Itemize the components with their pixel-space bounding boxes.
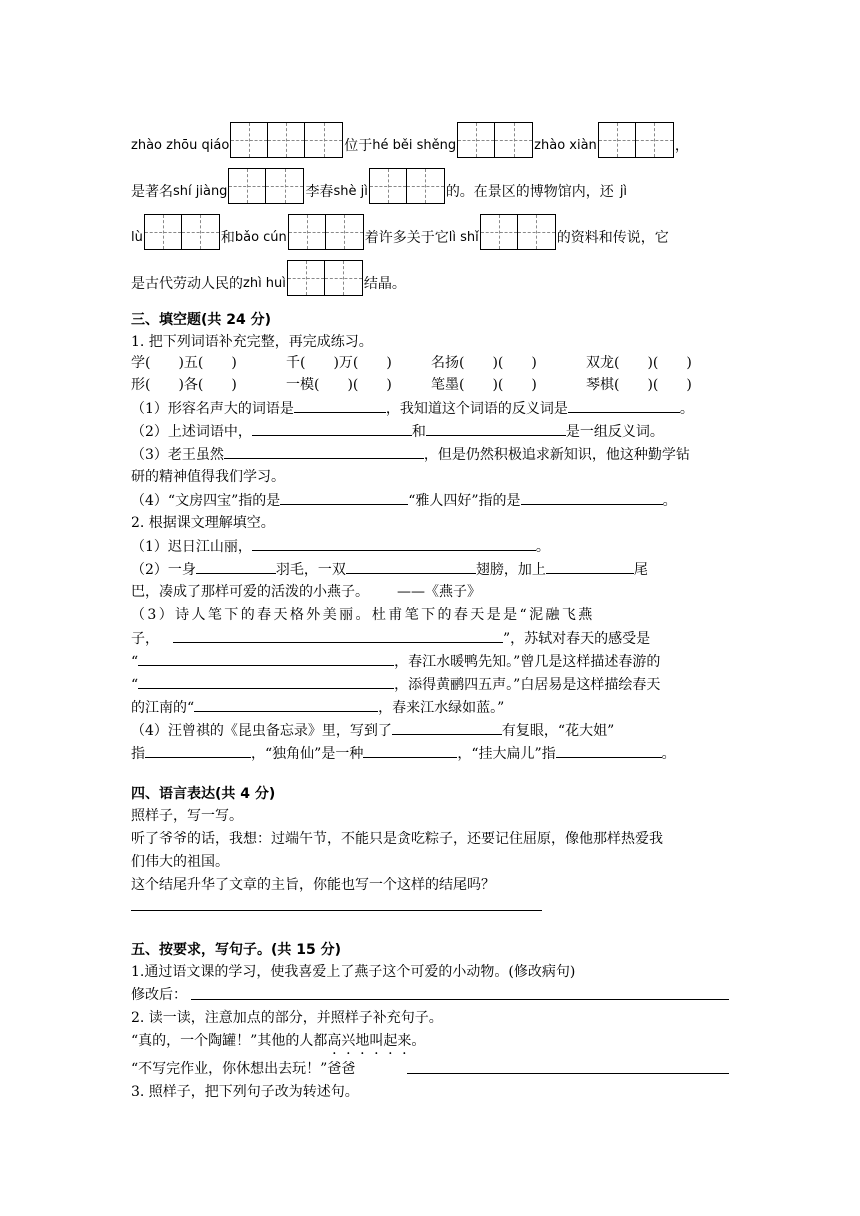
s3-q2-2-cont	[131, 580, 481, 604]
question-text: “	[131, 677, 139, 693]
passage-text: 着许多关于它	[364, 230, 449, 246]
pinyin-line-3	[131, 214, 669, 252]
example-text: “真的，一个陶罐！”其他的人都	[131, 1033, 328, 1049]
question-text: ，“独角仙”是一种	[251, 746, 364, 762]
answer-blank[interactable]	[173, 626, 503, 643]
answer-blank[interactable]	[568, 396, 680, 413]
s3-q1: 1. 把下列词语补充完整，再完成练习。	[131, 334, 373, 350]
char-grid-2[interactable]	[288, 214, 364, 250]
word-item: 双龙( )( )	[586, 355, 692, 371]
section-4-heading: 四、语言表达(共 4 分)	[131, 786, 276, 802]
question-text: ，“挂大扁儿”指	[457, 746, 556, 762]
question-text: 。	[662, 493, 677, 509]
dotted-char: 叫	[369, 1033, 384, 1049]
s4-l1: 照样子，写一写。	[131, 808, 243, 824]
char-grid-2[interactable]	[480, 214, 556, 250]
answer-blank[interactable]	[194, 695, 378, 712]
answer-blank[interactable]	[252, 534, 536, 551]
s3-q2-3-cont-1	[131, 626, 650, 650]
answer-blank[interactable]	[196, 557, 276, 574]
answer-blank[interactable]	[280, 488, 408, 505]
pinyin-line-2	[131, 168, 627, 206]
answer-blank[interactable]	[546, 557, 634, 574]
s3-q2-4-cont	[131, 741, 676, 765]
section-5-heading: 五、按要求，写句子。(共 15 分)	[131, 942, 342, 958]
dotted-char: 来	[397, 1033, 412, 1049]
word-item: 千( )万( )	[286, 355, 392, 371]
s5-q1: 1.通过语文课的学习，使我喜爱上了燕子这个可爱的小动物。(修改病句)	[131, 964, 576, 980]
dotted-char: 起	[383, 1033, 398, 1049]
pinyin-text: jì	[619, 184, 628, 199]
answer-blank[interactable]	[521, 488, 663, 505]
s5-q2-task	[131, 1057, 355, 1081]
answer-blank[interactable]	[252, 419, 412, 436]
s3-q1-3-cont: 研的精神值得我们学习。	[131, 469, 285, 485]
question-text: 巴，凑成了那样可爱的活泼的小燕子。	[131, 584, 369, 600]
pinyin-text: zhì huì	[243, 276, 286, 291]
char-grid-2[interactable]	[228, 168, 304, 204]
question-text: （1）迟日江山丽，	[131, 539, 252, 555]
question-text: 是一组反义词。	[565, 424, 664, 440]
question-text: 。	[679, 401, 694, 417]
passage-text: 位于	[344, 138, 373, 154]
question-text: ，添得黄鹂四五声。”白居易是这样描绘春天	[394, 677, 661, 693]
s4-l3: 们伟大的祖国。	[131, 854, 229, 870]
word-item: 一模( )( )	[286, 377, 392, 393]
question-text: 。	[535, 539, 550, 555]
char-grid-2[interactable]	[287, 260, 363, 296]
passage-text: 的。在景区的博物馆内，还	[445, 184, 614, 200]
passage-text: 和	[220, 230, 235, 246]
answer-blank[interactable]	[145, 741, 251, 758]
question-text: “	[131, 654, 139, 670]
word-item: 琴棋( )( )	[586, 377, 692, 393]
char-grid-2[interactable]	[144, 214, 220, 250]
char-grid-2[interactable]	[457, 122, 533, 158]
answer-blank[interactable]	[363, 741, 457, 758]
s3-q1-4	[131, 488, 677, 512]
passage-text: 是著名	[131, 184, 173, 200]
word-item: 笔墨( )( )	[431, 377, 537, 393]
question-text: 尾	[633, 562, 648, 578]
char-grid-2[interactable]	[598, 122, 674, 158]
question-text: 和	[411, 424, 426, 440]
question-text: ，春来江水绿如蓝。”	[378, 700, 505, 716]
pinyin-text: bǎo cún	[234, 230, 287, 245]
pinyin-line-4	[131, 260, 406, 298]
s4-l2: 听了爷爷的话，我想：过端午节，不能只是贪吃粽子，还要记住屈原，像他那样热爱我	[131, 831, 663, 847]
s3-q1-1	[131, 396, 694, 420]
s3-q2-3-cont-4	[131, 695, 504, 719]
question-text: “不写完作业，你休想出去玩！”爸爸	[131, 1061, 356, 1077]
dotted-char: 地	[355, 1033, 370, 1049]
pinyin-line-1	[131, 122, 689, 160]
question-text: 修改后：	[131, 987, 187, 1003]
question-text: （2）一身	[131, 562, 196, 578]
question-text: 翅膀，加上	[475, 562, 546, 578]
answer-blank[interactable]	[392, 718, 502, 735]
pinyin-text: shí jiàng	[173, 184, 228, 199]
word-row-1	[131, 351, 731, 375]
pinyin-text: hé běi shěng	[372, 138, 457, 153]
passage-text: ，	[674, 138, 689, 154]
passage-text: 是古代劳动人民的	[131, 276, 243, 292]
s5-q2-example	[131, 1029, 425, 1053]
question-text: （4）汪曾祺的《昆虫备忘录》里，写到了	[131, 723, 392, 739]
question-text: “雅人四好”指的是	[408, 493, 521, 509]
s3-q2-3-cont-2	[131, 649, 660, 673]
word-item: 学( )五( )	[131, 355, 237, 371]
answer-blank[interactable]	[556, 741, 662, 758]
s3-q2: 2. 根据课文理解填空。	[131, 515, 275, 531]
question-text: （4）“文房四宝”指的是	[131, 493, 281, 509]
s4-l4: 这个结尾升华了文章的主旨，你能也写一个这样的结尾吗？	[131, 877, 495, 893]
answer-blank[interactable]	[294, 396, 386, 413]
s3-q2-2	[131, 557, 648, 581]
s3-q2-1	[131, 534, 550, 558]
answer-blank[interactable]	[138, 672, 394, 689]
question-text: （2）上述词语中，	[131, 424, 252, 440]
answer-blank[interactable]	[346, 557, 476, 574]
answer-blank[interactable]	[138, 649, 394, 666]
question-text: 指	[131, 746, 145, 762]
word-row-2	[131, 373, 731, 397]
answer-line[interactable]	[191, 999, 729, 1000]
answer-blank[interactable]	[224, 442, 424, 459]
question-text: 。	[661, 746, 676, 762]
passage-text: 的资料和传说，它	[556, 230, 669, 246]
char-grid-2[interactable]	[369, 168, 445, 204]
dotted-char: 高	[327, 1033, 342, 1049]
s5-q3: 3. 照样子，把下列句子改为转述句。	[131, 1084, 359, 1100]
s3-q2-3-cont-3	[131, 672, 660, 696]
s5-q1-fix	[131, 983, 187, 1007]
question-text: （3）老王虽然	[131, 447, 224, 463]
pinyin-text: zhào zhōu qiáo	[131, 138, 230, 153]
pinyin-text: zhào xiàn	[534, 138, 597, 153]
s3-q1-2	[131, 419, 664, 443]
question-text: 子，	[131, 631, 159, 647]
answer-line[interactable]	[407, 1073, 729, 1074]
word-item: 名扬( )( )	[431, 355, 537, 371]
dotted-char: 兴	[341, 1033, 356, 1049]
example-text: 。	[411, 1033, 426, 1049]
question-text: 的江南的“	[131, 700, 195, 716]
char-grid-3[interactable]	[230, 122, 343, 158]
passage-text: 结晶。	[363, 276, 406, 292]
question-text: ，我知道这个词语的反义词是	[385, 401, 568, 417]
question-text: ，但是仍然积极追求新知识，他这种勤学钻	[423, 447, 690, 463]
answer-line[interactable]	[131, 910, 542, 911]
pinyin-text: lì shǐ	[448, 230, 479, 245]
pinyin-text: shè jì	[333, 184, 368, 199]
question-text: ，春江水暖鸭先知。”曾几是这样描述春游的	[394, 654, 661, 670]
pinyin-text: lù	[131, 230, 143, 245]
question-text: 有复眼，“花大姐”	[501, 723, 615, 739]
question-text: （1）形容名声大的词语是	[131, 401, 294, 417]
question-text: ”，苏轼对春天的感受是	[503, 631, 651, 647]
passage-text: 李春	[305, 184, 334, 200]
question-text: 羽毛，一双	[275, 562, 346, 578]
word-item: 形( )各( )	[131, 377, 237, 393]
section-3-heading: 三、填空题(共 24 分)	[131, 312, 272, 328]
answer-blank[interactable]	[426, 419, 566, 436]
source-citation: ——《燕子》	[397, 584, 481, 600]
s3-q1-3	[131, 442, 690, 466]
s3-q2-3: （3）诗人笔下的春天格外美丽。杜甫笔下的春天是是“泥融飞燕	[131, 607, 595, 623]
s3-q2-4	[131, 718, 614, 742]
s5-q2: 2. 读一读，注意加点的部分，并照样子补充句子。	[131, 1010, 443, 1026]
